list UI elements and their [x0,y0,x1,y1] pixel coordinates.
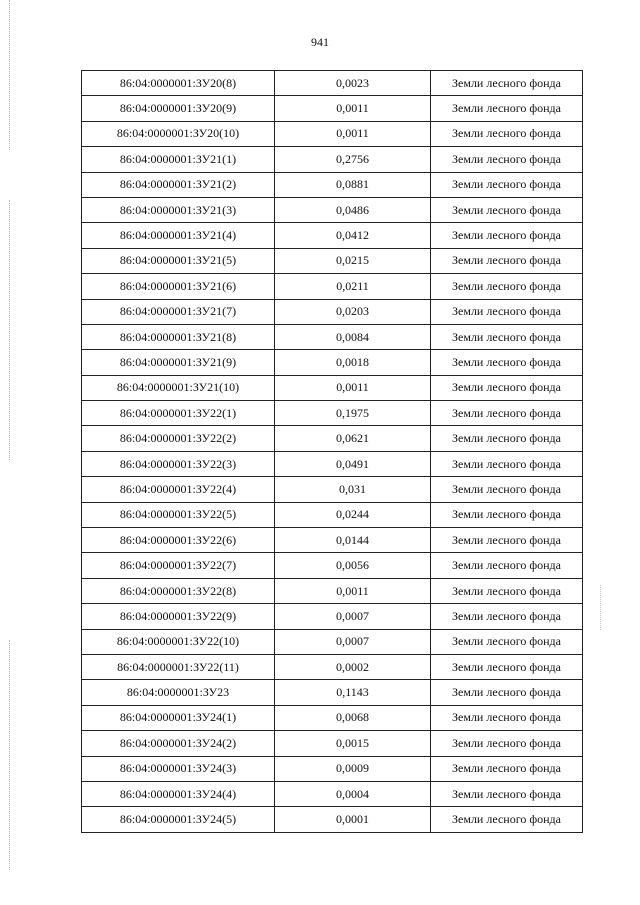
table-row [82,197,583,222]
area-cell: 0,0881 [275,172,431,197]
area-cell: 0,1975 [275,401,431,426]
land-category-cell: Земли лесного фонда [431,299,583,324]
table-row [82,553,583,578]
table-row [82,451,583,476]
area-cell: 0,0009 [275,756,431,781]
land-category-cell: Земли лесного фонда [431,807,583,832]
area-cell: 0,0011 [275,375,431,400]
area-cell: 0,0011 [275,96,431,121]
area-cell: 0,2756 [275,147,431,172]
land-category-cell: Земли лесного фонда [431,731,583,756]
cadastral-number-cell: 86:04:0000001:ЗУ22(2) [82,426,275,451]
area-cell: 0,1143 [275,680,431,705]
land-category-cell: Земли лесного фонда [431,604,583,629]
area-cell: 0,0007 [275,604,431,629]
area-cell: 0,0001 [275,807,431,832]
land-category-cell: Земли лесного фонда [431,248,583,273]
area-cell: 0,0244 [275,502,431,527]
table-row [82,654,583,679]
land-category-cell: Земли лесного фонда [431,781,583,806]
cadastral-number-cell: 86:04:0000001:ЗУ22(3) [82,451,275,476]
table-row [82,401,583,426]
cadastral-number-cell: 86:04:0000001:ЗУ22(7) [82,553,275,578]
cadastral-number-cell: 86:04:0000001:ЗУ24(2) [82,731,275,756]
cadastral-number-cell: 86:04:0000001:ЗУ22(11) [82,654,275,679]
area-cell: 0,0211 [275,274,431,299]
table-row [82,223,583,248]
table-row [82,477,583,502]
land-category-cell: Земли лесного фонда [431,629,583,654]
table-row [82,248,583,273]
area-cell: 0,0215 [275,248,431,273]
cadastral-number-cell: 86:04:0000001:ЗУ22(6) [82,528,275,553]
area-cell: 0,0084 [275,324,431,349]
cadastral-number-cell: 86:04:0000001:ЗУ21(10) [82,375,275,400]
table-row [82,274,583,299]
cadastral-number-cell: 86:04:0000001:ЗУ21(5) [82,248,275,273]
table-row [82,604,583,629]
cadastral-number-cell: 86:04:0000001:ЗУ21(9) [82,350,275,375]
table-row [82,781,583,806]
table-row [82,629,583,654]
table-row [82,426,583,451]
table-row [82,324,583,349]
area-cell: 0,0486 [275,197,431,222]
table-row [82,528,583,553]
cadastral-number-cell: 86:04:0000001:ЗУ20(8) [82,71,275,96]
area-cell: 0,0491 [275,451,431,476]
area-cell: 0,0015 [275,731,431,756]
land-category-cell: Земли лесного фонда [431,223,583,248]
land-plot-table [81,70,583,833]
area-cell: 0,0018 [275,350,431,375]
cadastral-number-cell: 86:04:0000001:ЗУ21(6) [82,274,275,299]
land-category-cell: Земли лесного фонда [431,274,583,299]
cadastral-number-cell: 86:04:0000001:ЗУ20(10) [82,121,275,146]
table-row [82,731,583,756]
cadastral-number-cell: 86:04:0000001:ЗУ24(1) [82,705,275,730]
land-category-cell: Земли лесного фонда [431,528,583,553]
cadastral-number-cell: 86:04:0000001:ЗУ21(1) [82,147,275,172]
land-category-cell: Земли лесного фонда [431,350,583,375]
cadastral-number-cell: 86:04:0000001:ЗУ21(4) [82,223,275,248]
cadastral-number-cell: 86:04:0000001:ЗУ21(2) [82,172,275,197]
land-category-cell: Земли лесного фонда [431,477,583,502]
cadastral-number-cell: 86:04:0000001:ЗУ22(5) [82,502,275,527]
area-cell: 0,0011 [275,121,431,146]
cadastral-number-cell: 86:04:0000001:ЗУ21(8) [82,324,275,349]
cadastral-number-cell: 86:04:0000001:ЗУ23 [82,680,275,705]
table-row [82,299,583,324]
cadastral-number-cell: 86:04:0000001:ЗУ24(5) [82,807,275,832]
cadastral-number-cell: 86:04:0000001:ЗУ20(9) [82,96,275,121]
cadastral-number-cell: 86:04:0000001:ЗУ21(3) [82,197,275,222]
cadastral-number-cell: 86:04:0000001:ЗУ22(4) [82,477,275,502]
cadastral-number-cell: 86:04:0000001:ЗУ22(8) [82,578,275,603]
table-row [82,121,583,146]
area-cell: 0,0007 [275,629,431,654]
land-category-cell: Земли лесного фонда [431,705,583,730]
area-cell: 0,0004 [275,781,431,806]
land-category-cell: Земли лесного фонда [431,654,583,679]
table-row [82,96,583,121]
land-category-cell: Земли лесного фонда [431,197,583,222]
table-row [82,578,583,603]
area-cell: 0,0011 [275,578,431,603]
land-category-cell: Земли лесного фонда [431,680,583,705]
land-category-cell: Земли лесного фонда [431,502,583,527]
table-row [82,71,583,96]
cadastral-number-cell: 86:04:0000001:ЗУ24(3) [82,756,275,781]
land-category-cell: Земли лесного фонда [431,96,583,121]
table-row [82,807,583,832]
table-row [82,350,583,375]
scan-margin-mark [9,200,11,460]
land-category-cell: Земли лесного фонда [431,324,583,349]
table-row [82,375,583,400]
cadastral-number-cell: 86:04:0000001:ЗУ22(9) [82,604,275,629]
cadastral-number-cell: 86:04:0000001:ЗУ22(10) [82,629,275,654]
area-cell: 0,0023 [275,71,431,96]
land-category-cell: Земли лесного фонда [431,172,583,197]
scan-margin-mark [9,0,11,150]
table-row [82,705,583,730]
area-cell: 0,031 [275,477,431,502]
cadastral-number-cell: 86:04:0000001:ЗУ24(4) [82,781,275,806]
land-category-cell: Земли лесного фонда [431,426,583,451]
area-cell: 0,0144 [275,528,431,553]
land-category-cell: Земли лесного фонда [431,451,583,476]
land-category-cell: Земли лесного фонда [431,147,583,172]
area-cell: 0,0412 [275,223,431,248]
table-row [82,147,583,172]
land-category-cell: Земли лесного фонда [431,578,583,603]
area-cell: 0,0621 [275,426,431,451]
land-category-cell: Земли лесного фонда [431,401,583,426]
area-cell: 0,0068 [275,705,431,730]
table-row [82,172,583,197]
table-row [82,502,583,527]
cadastral-number-cell: 86:04:0000001:ЗУ22(1) [82,401,275,426]
scan-margin-mark [600,585,602,630]
table-row [82,756,583,781]
land-category-cell: Земли лесного фонда [431,756,583,781]
area-cell: 0,0203 [275,299,431,324]
area-cell: 0,0056 [275,553,431,578]
land-category-cell: Земли лесного фонда [431,553,583,578]
table-row [82,680,583,705]
cadastral-number-cell: 86:04:0000001:ЗУ21(7) [82,299,275,324]
land-category-cell: Земли лесного фонда [431,71,583,96]
land-plot-table-body [82,71,583,833]
area-cell: 0,0002 [275,654,431,679]
land-category-cell: Земли лесного фонда [431,375,583,400]
page-number: 941 [311,35,329,49]
scan-margin-mark [9,640,11,870]
land-category-cell: Земли лесного фонда [431,121,583,146]
